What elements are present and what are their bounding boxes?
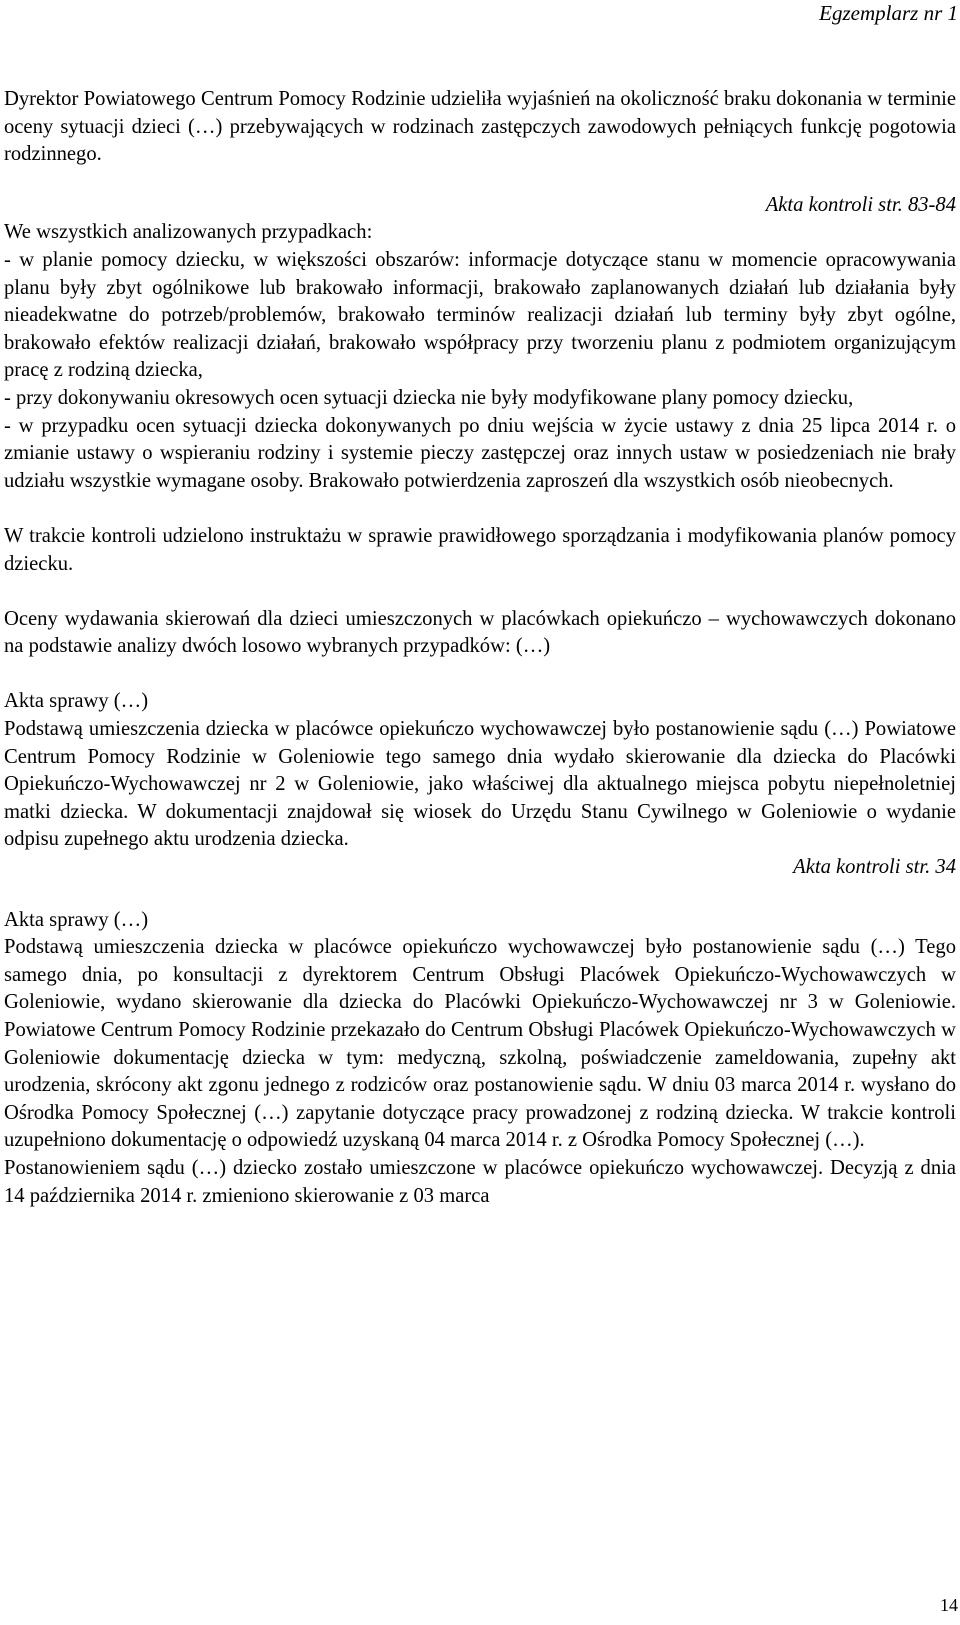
paragraph-cases-intro: We wszystkich analizowanych przypadkach: — [4, 221, 373, 244]
paragraph-instruction: W trakcie kontroli udzielono instruktażu w sprawie prawidłowego sporządzania i modyfikowania planów pomocy dziecku. — [4, 524, 956, 575]
case-title: Akta sprawy (…) — [4, 690, 149, 713]
list-item: - przy dokonywaniu okresowych ocen sytuacji dziecka nie były modyfikowane plany pomocy dziecku, — [4, 386, 854, 409]
reference-note: Akta kontroli str. 34 — [793, 856, 956, 879]
case-title: Akta sprawy (…) — [4, 908, 149, 931]
reference-note: Akta kontroli str. 83-84 — [765, 193, 956, 216]
list-item: - w przypadku ocen sytuacji dziecka dokonywanych po dniu wejścia w życie ustawy z dnia 25 lipca 2014 r. o zmianie ustawy o wspieraniu rodziny i systemie pieczy zastępczej oraz innych ustaw w posiedzeniach nie brały udziału wszystkie wymagane osoby. Brakowało potwierdzenia zaproszeń dla wszystkich osób nieobecnych. — [4, 414, 956, 492]
case-text: Podstawą umieszczenia dziecka w placówce opiekuńczo wychowawczej było postanowienie sądu (…) Powiatowe Centrum Pomocy Rodzinie w Goleniowie tego samego dnia wydało skierowanie dla dziecka do Placówki Opiekuńczo-Wychowawczej nr 2 w Goleniowie, jako właściwej dla aktualnego miejsca pobytu niepełnoletniej matki dziecka. W dokumentacji znajdował się wiosek do Urzędu Stanu Cywilnego w Goleniowie o wydanie odpisu zupełnego aktu urodzenia dziecka. — [4, 718, 956, 851]
case-text-continued: Postanowieniem sądu (…) dziecko zostało umieszczone w placówce opiekuńczo wychowawczej. Decyzją z dnia 14 października 2014 r. zmieniono skierowanie z 03 marca — [4, 1156, 956, 1207]
document-page — [4, 0, 958, 1625]
paragraph-explanation: Dyrektor Powiatowego Centrum Pomocy Rodzinie udzieliła wyjaśnień na okoliczność braku dokonania w terminie oceny sytuacji dzieci (…) przebywających w rodzinach zastępczych zawodowych pełniących funkcję pogotowia rodzinnego. — [4, 88, 956, 166]
list-item: - w planie pomocy dziecku, w większości obszarów: informacje dotyczące stanu w momencie opracowywania planu były zbyt ogólnikowe lub brakowało informacji, brakowało zaplanowanych działań lub działania były nieadekwatne do potrzeb/problemów, brakowało terminów realizacji działań lub terminy były zbyt ogólne, brakowało efektów realizacji działań, brakowało współpracy przy tworzeniu planu z podmiotem organizującym pracę z rodziną dziecka, — [4, 248, 956, 382]
paragraph-referrals: Oceny wydawania skierowań dla dzieci umieszczonych w placówkach opiekuńczo – wychowawczych dokonano na podstawie analizy dwóch losowo wybranych przypadków: (…) — [4, 607, 956, 658]
spacer — [4, 495, 956, 523]
case-text: Podstawą umieszczenia dziecka w placówce opiekuńczo wychowawczej było postanowienie sądu (…) Tego samego dnia, po konsultacji z dyrektorem Centrum Obsługi Placówek Opiekuńczo-Wychowawczych w Goleniowie, wydano skierowanie dla dziecka do Placówki Opiekuńczo-Wychowawczej nr 3 w Goleniowie. Powiatowe Centrum Pomocy Rodzinie przekazało do Centrum Obsługi Placówek Opiekuńczo-Wychowawczych w Goleniowie dokumentację dziecka w tym: medyczną, szkolną, poświadczenie zameldowania, zupełny akt urodzenia, skrócony akt zgonu jednego z rodziców oraz postanowienie sądu. W dniu 03 marca 2014 r. wysłano do Ośrodka Pomocy Społecznej (…) zapytanie dotyczące pracy prowadzonej z rodziną dziecka. W trakcie kontroli uzupełniono dokumentację o odpowiedź uzyskaną 04 marca 2014 r. z Ośrodka Pomocy Społecznej (…). — [4, 936, 956, 1152]
document-body — [4, 86, 956, 1210]
spacer — [4, 661, 956, 689]
copy-number-label: Egzemplarz nr 1 — [819, 1, 958, 25]
spacer — [4, 578, 956, 606]
page-number: 14 — [940, 1595, 958, 1615]
